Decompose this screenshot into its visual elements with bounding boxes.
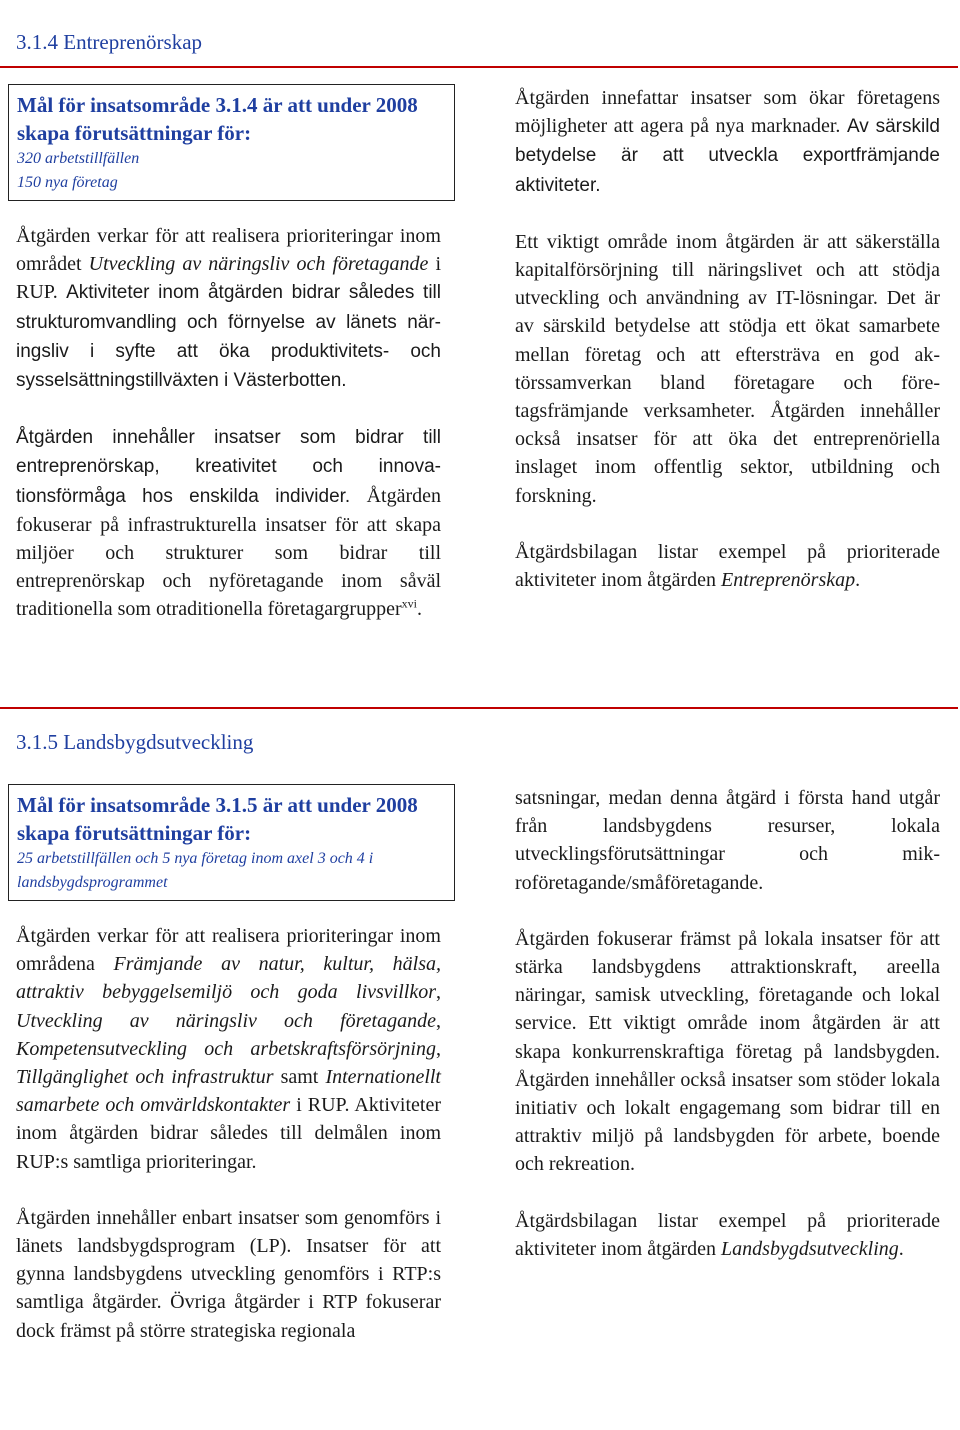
paragraph: Åtgärdsbilagan listar exempel på prioriterade aktiviteter inom åtgärden Entreprenörskap. [515, 540, 940, 592]
goal-item: 320 arbetstillfällen [17, 150, 140, 167]
goal-item: 150 nya företag [17, 174, 118, 191]
paragraph: Åtgärden innehåller insatser som bidrar till entreprenörskap, kreativitet och innovationsförmåga hos enskilda individer. Åtgärden fokuserar på infrastrukturella insatser för att skapa miljöer och strukturer som bidrar till entreprenörskap och nyföretagande inom såväl traditionella som otraditionella företagargrupper$^{xvi}$. [16, 427, 441, 621]
left-column [16, 222, 441, 652]
paragraph: Åtgärdsbilagan listar exempel på prioriterade aktiviteter inom åtgärden Landsbygdsutveckling. [515, 1209, 940, 1260]
footnote-ref: xvi [401, 596, 417, 611]
paragraph: Åtgärden verkar för att realisera prioriteringar inom områdena Främjande av natur, kultur, hälsa, attraktiv bebyggelsemiljö och goda livsvillkor, Utveckling av näringsliv och företagande, Kompetensutveckling och arbetskraftsförsörjning, Tillgänglighet och infrastruktur samt Internationellt samarbete och omvärldskontakter i RUP. Aktiviteter inom åtgärden bidrar således till delmålen inom RUP:s samtliga prioriteringar. [16, 925, 441, 1173]
paragraph: satsningar, medan denna åtgärd i första hand utgår från landsbygdens resurser, lokala utvecklingsförutsättningar och mikroföretagande/småföretagande. [515, 787, 940, 894]
paragraph: Åtgärden fokuserar främst på lokala insatser för att stärka landsbygdens attraktionskraft, areella näringar, samisk utveckling, företagande och lokal service. Ett viktigt område inom åtgärden är att skapa konkurrenskraftiga företag på landsbygden. Åtgärden innehåller också insatser som stöder lokala initiativ och lokalt engagemang som bidrar till en attraktiv miljö på landsbygden för arbete, boende och rekreation. [515, 927, 940, 1176]
paragraph: Ett viktigt område inom åtgärden är att säkerställa kapitalförsörjning till näringslivet och att stödja utveckling och användning av IT-lösningar. Det är av särskild betydelse att stödja ett ökat samarbete mellan företag och att eftersträva en god aktörssamverkan bland företagare och företagsfrämjande verksamheter. Åtgärden innehåller också insatser för att öka det entreprenöriella inslaget inom offentlig sektor, utbildning och forskning. [515, 230, 940, 507]
right-column [515, 784, 940, 1291]
section-divider [0, 66, 958, 68]
section-title-entreprenorskap: 3.1.4 Entreprenörskap [16, 30, 203, 54]
section-title-landsbygdsutveckling: 3.1.5 Landsbygdsutveckling [16, 730, 254, 754]
goal-item: 25 arbetstillfällen och 5 nya företag inom axel 3 och 4 i landsbygdsprogrammet [17, 850, 374, 891]
paragraph: Åtgärden innehåller enbart insatser som genomförs i länets landsbygdsprogram (LP). Insatser för att gynna landsbygdens utveckling genomförs i RTP:s samtliga åtgärder. Övriga åtgärder i RTP fokuserar dock främst på större strategiska regionala [16, 1206, 441, 1342]
goal-heading: Mål för insatsområde 3.1.5 är att under 2008 skapa förutsättningar för: [17, 793, 418, 845]
paragraph: Åtgärden verkar för att realisera prioriteringar inom området Utveckling av näringsliv och företagande i RUP. Aktiviteter inom åtgärden bidrar således till strukturomvandling och förnyelse av länets näringsliv i syfte att öka produktivitets- och sysselsättningstillväxten i Västerbotten. [16, 225, 441, 392]
section-divider [0, 707, 958, 709]
goal-box [8, 84, 455, 201]
right-column [515, 84, 940, 622]
goal-box [8, 784, 455, 901]
paragraph: Åtgärden innefattar insatser som ökar företagens möjligheter att agera på nya marknader. Av särskild betydelse är att utveckla exportfrämjande aktiviteter. [515, 87, 940, 196]
left-column [16, 922, 441, 1373]
goal-heading: Mål för insatsområde 3.1.4 är att under 2008 skapa förutsättningar för: [17, 93, 418, 145]
